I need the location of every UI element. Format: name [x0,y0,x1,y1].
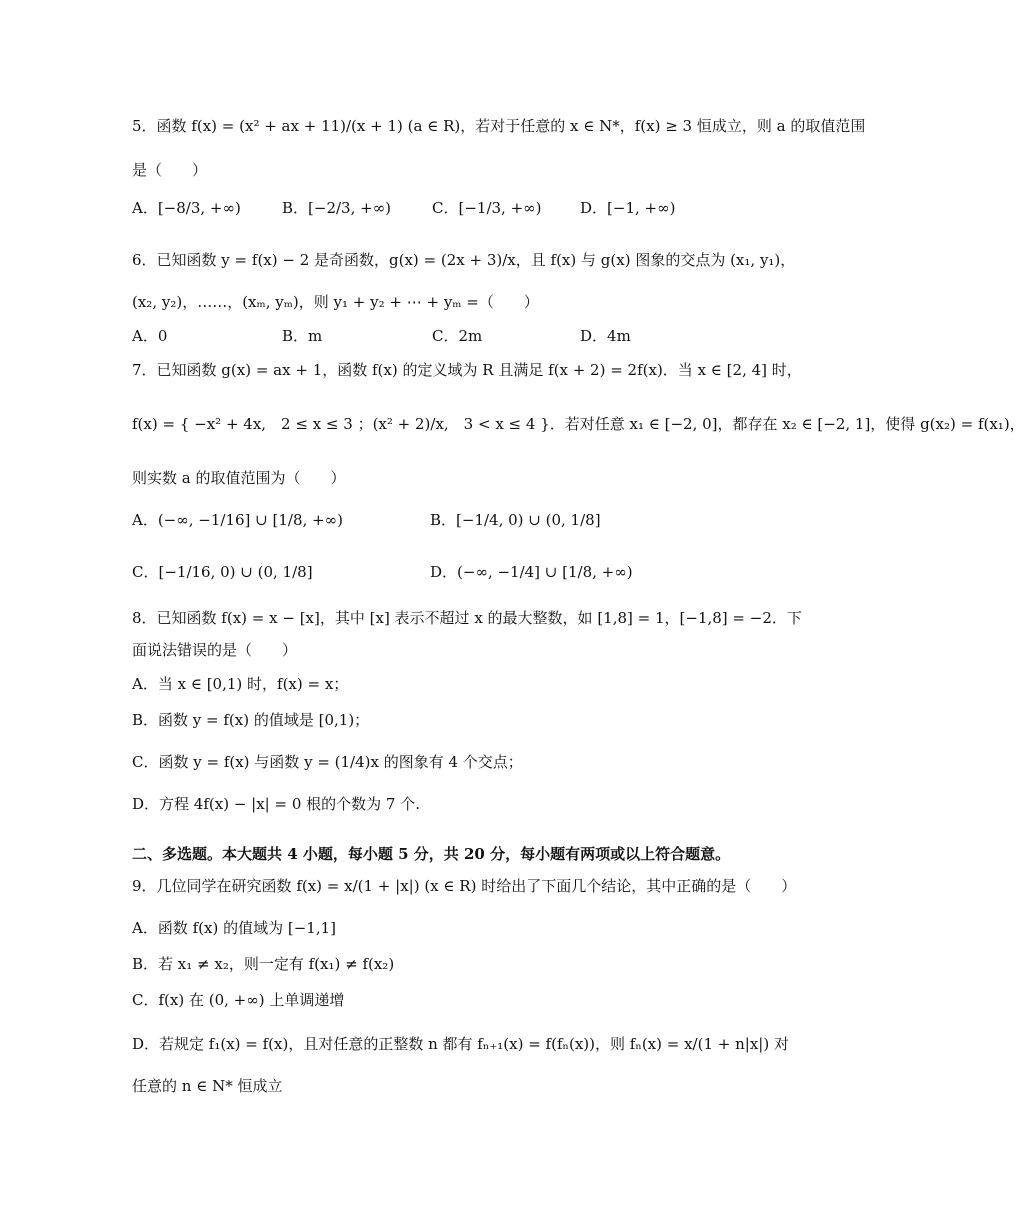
q5-stem-line2: 是（ ） [132,161,208,179]
q6-stem-line1: 6．已知函数 y = f(x) − 2 是奇函数，g(x) = (2x + 3)/x，且 f(x) 与 g(x) 图象的交点为 (x₁, y₁)， [132,251,796,269]
q5-option-d: D．[−1, +∞) [580,199,676,217]
q9-option-c: C．f(x) 在 (0, +∞) 上单调递增 [132,991,345,1009]
section-heading-multiple-choice: 二、多选题。本大题共 4 小题，每小题 5 分，共 20 分，每小题有两项或以上符合题意。 [132,845,731,863]
q7-option-b: B．[−1/4, 0) ∪ (0, 1/8] [430,511,601,529]
q7-stem-line3: 则实数 a 的取值范围为（ ） [132,469,346,487]
q6-option-b: B．m [282,327,323,345]
q9-stem-line1: 9．几位同学在研究函数 f(x) = x/(1 + |x|) (x ∈ R) 时给出了下面几个结论，其中正确的是（ ） [132,877,797,895]
q7-option-d: D．(−∞, −1/4] ∪ [1/8, +∞) [430,563,633,581]
q6-option-d: D．4m [580,327,631,345]
q7-stem-line1: 7．已知函数 g(x) = ax + 1，函数 f(x) 的定义域为 R 且满足 f(x + 2) = 2f(x)．当 x ∈ [2, 4] 时， [132,361,802,379]
q5-option-c: C．[−1/3, +∞) [432,199,542,217]
q9-option-b: B．若 x₁ ≠ x₂，则一定有 f(x₁) ≠ f(x₂) [132,955,395,973]
q6-option-c: C．2m [432,327,483,345]
q7-option-c: C．[−1/16, 0) ∪ (0, 1/8] [132,563,313,581]
q9-option-d: D．若规定 f₁(x) = f(x)，且对任意的正整数 n 都有 fₙ₊₁(x) = f(fₙ(x))，则 fₙ(x) = x/(1 + n|x|) 对 [132,1035,789,1053]
q8-option-c: C．函数 y = f(x) 与函数 y = (1/4)x 的图象有 4 个交点； [132,753,523,771]
q7-stem-line2: f(x) = { −x² + 4x, 2 ≤ x ≤ 3 ；(x² + 2)/x, 3 < x ≤ 4 }．若对任意 x₁ ∈ [−2, 0]，都存在 x₂ ∈ [−2, 1]，使得 g(x₂) = f(x₁)， [132,415,1025,433]
q8-stem-line1: 8．已知函数 f(x) = x − [x]，其中 [x] 表示不超过 x 的最大整数，如 [1,8] = 1，[−1,8] = −2．下 [132,609,802,627]
q9-option-a: A．函数 f(x) 的值域为 [−1,1] [132,919,336,937]
q5-option-a: A．[−8/3, +∞) [132,199,241,217]
q8-option-a: A．当 x ∈ [0,1) 时，f(x) = x； [132,675,349,693]
q5-option-b: B．[−2/3, +∞) [282,199,392,217]
q5-stem-line1: 5．函数 f(x) = (x² + ax + 11)/(x + 1) (a ∈ R)，若对于任意的 x ∈ N*，f(x) ≥ 3 恒成立，则 a 的取值范围 [132,117,866,135]
q8-option-b: B．函数 y = f(x) 的值域是 [0,1)； [132,711,370,729]
q6-option-a: A．0 [132,327,168,345]
q7-option-a: A．(−∞, −1/16] ∪ [1/8, +∞) [132,511,343,529]
q6-stem-line2: (x₂, y₂)，……，(xₘ, yₘ)，则 y₁ + y₂ + ⋯ + yₘ =（ ） [132,293,539,311]
q8-option-d: D．方程 4f(x) − |x| = 0 根的个数为 7 个. [132,795,420,813]
q9-option-d-continued: 任意的 n ∈ N* 恒成立 [132,1077,283,1095]
q8-stem-line2: 面说法错误的是（ ） [132,641,298,659]
